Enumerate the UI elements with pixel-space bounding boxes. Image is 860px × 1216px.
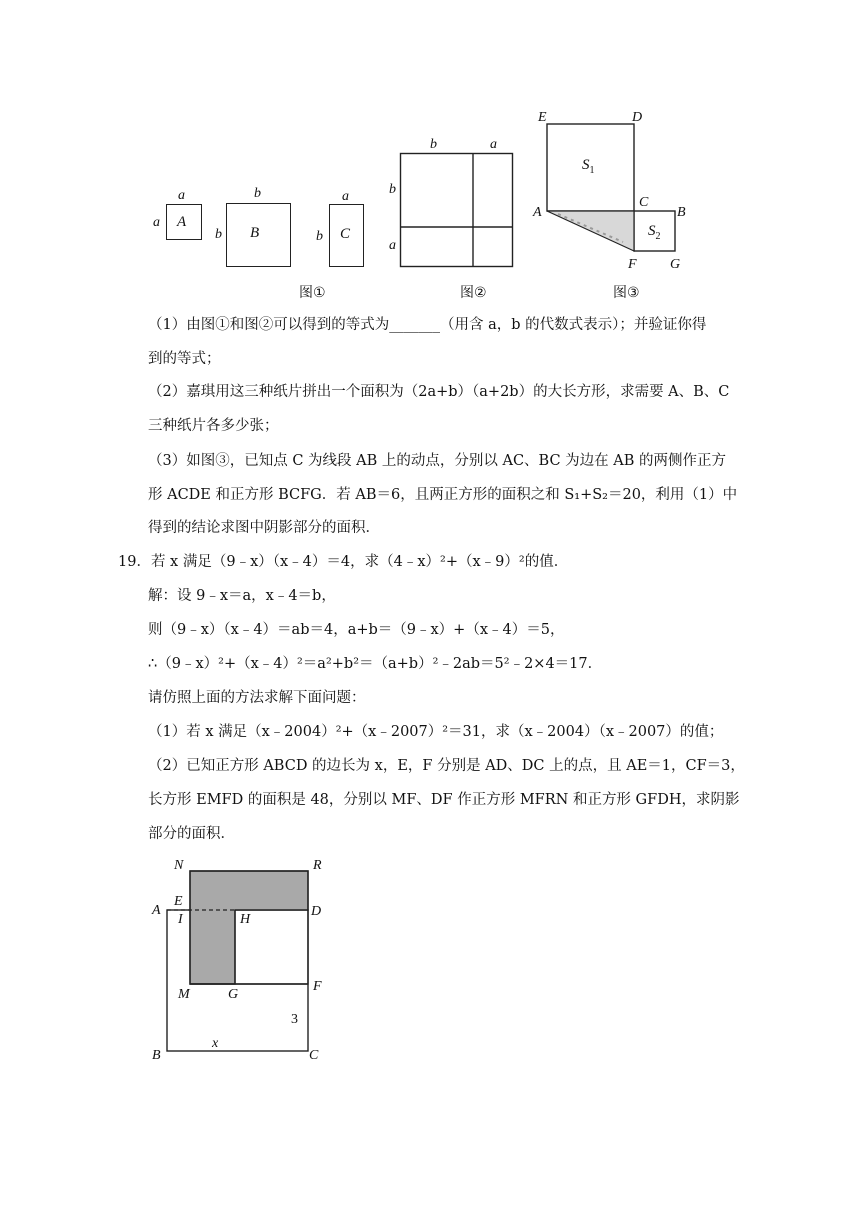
fig4-point-a: A bbox=[152, 903, 161, 918]
tile-c-name: C bbox=[340, 226, 351, 242]
fig3-point-b: B bbox=[677, 205, 686, 220]
q19-prompt: 请仿照上面的方法求解下面问题： bbox=[148, 690, 366, 706]
fig4-point-h: H bbox=[240, 912, 251, 927]
fig4-point-n: N bbox=[174, 858, 184, 873]
q19-part2-line1: （2）已知正方形 ABCD 的边长为 x，E，F 分别是 AD、DC 上的点，且 AE＝1，CF＝3， bbox=[148, 758, 745, 774]
fig3-s1-label: $S_1$ bbox=[582, 157, 595, 176]
fig3-point-g: G bbox=[670, 257, 681, 272]
q18-part3-line1: （3）如图③，已知点 C 为线段 AB 上的动点，分别以 AC、BC 为边在 AB 的两侧作正方 bbox=[148, 453, 727, 469]
q18-part2-line2: 三种纸片各多少张； bbox=[148, 418, 279, 434]
q19-part2-line2: 长方形 EMFD 的面积是 48，分别以 MF、DF 作正方形 MFRN 和正方形 GFDH，求阴影 bbox=[148, 792, 740, 808]
figure-2-caption: 图② bbox=[460, 285, 487, 301]
q18-part1-line1: （1）由图①和图②可以得到的等式为_______（用含 a，b 的代数式表示）；并验证你得 bbox=[148, 317, 707, 333]
tile-c-top-label: a bbox=[342, 189, 349, 204]
q19-solution-line1: 解：设 9﹣x＝a，x﹣4＝b， bbox=[148, 588, 336, 604]
fig4-label-3: 3 bbox=[291, 1012, 298, 1027]
fig3-s2-label: $S_2$ bbox=[648, 223, 661, 242]
figure-3-diagram bbox=[528, 106, 696, 272]
fig4-point-e: E bbox=[174, 894, 183, 909]
q19-stem: 19．若 x 满足（9﹣x）（x﹣4）＝4，求（4﹣x）²+（x﹣9）²的值． bbox=[118, 554, 569, 570]
figure-2-side-label-b: b bbox=[389, 182, 396, 197]
q18-part1-line2: 到的等式； bbox=[148, 351, 221, 367]
figure-2-top-label-a: a bbox=[490, 137, 497, 152]
fig4-point-i: I bbox=[178, 912, 183, 927]
tile-b-top-label: b bbox=[254, 186, 261, 201]
q19-part1: （1）若 x 满足（x﹣2004）²+（x﹣2007）²＝31，求（x﹣2004）（x﹣2007）的值； bbox=[148, 724, 724, 740]
fig4-point-g: G bbox=[228, 987, 239, 1002]
fig4-point-r: R bbox=[313, 858, 322, 873]
figure-2-square-diagram bbox=[398, 151, 516, 269]
fig3-point-c: C bbox=[639, 195, 649, 210]
fig3-point-a: A bbox=[533, 205, 542, 220]
figure-2-side-label-a: a bbox=[389, 238, 396, 253]
fig3-point-f: F bbox=[628, 257, 637, 272]
figure-4-diagram bbox=[160, 862, 320, 1058]
figure-2-top-label-b: b bbox=[430, 137, 437, 152]
tile-a-name: A bbox=[177, 214, 187, 230]
fig4-label-x: x bbox=[212, 1036, 219, 1051]
tile-a-side-label: a bbox=[153, 215, 160, 230]
fig4-point-m: M bbox=[178, 987, 190, 1002]
fig4-point-f: F bbox=[313, 979, 322, 994]
fig3-point-e: E bbox=[538, 110, 547, 125]
q19-solution-line3: ∴（9﹣x）²+（x﹣4）²＝a²+b²＝（a+b）²﹣2ab＝5²﹣2×4＝17． bbox=[148, 656, 603, 672]
figure-3-caption: 图③ bbox=[613, 285, 640, 301]
tile-b-side-label: b bbox=[215, 227, 222, 242]
q18-part2-line1: （2）嘉琪用这三种纸片拼出一个面积为（2a+b）（a+2b）的大长方形，求需要 A、B、C bbox=[148, 384, 730, 400]
figure-1-caption: 图① bbox=[299, 285, 326, 301]
tile-c-side-label: b bbox=[316, 229, 323, 244]
q18-part3-line2: 形 ACDE 和正方形 BCFG．若 AB＝6，且两正方形的面积之和 S₁+S₂＝20，利用（1）中 bbox=[148, 487, 738, 503]
fig3-point-d: D bbox=[632, 110, 643, 125]
tile-b-name: B bbox=[250, 225, 260, 241]
tile-a-top-label: a bbox=[178, 188, 185, 203]
fig4-point-d: D bbox=[311, 904, 322, 919]
q19-solution-line2: 则（9﹣x）（x﹣4）＝ab＝4，a+b＝（9﹣x）+（x﹣4）＝5， bbox=[148, 622, 565, 638]
fig4-point-c: C bbox=[309, 1048, 319, 1063]
q18-part3-line3: 得到的结论求图中阴影部分的面积． bbox=[148, 520, 380, 536]
fig4-point-b: B bbox=[152, 1048, 161, 1063]
q19-part2-line3: 部分的面积． bbox=[148, 826, 235, 842]
